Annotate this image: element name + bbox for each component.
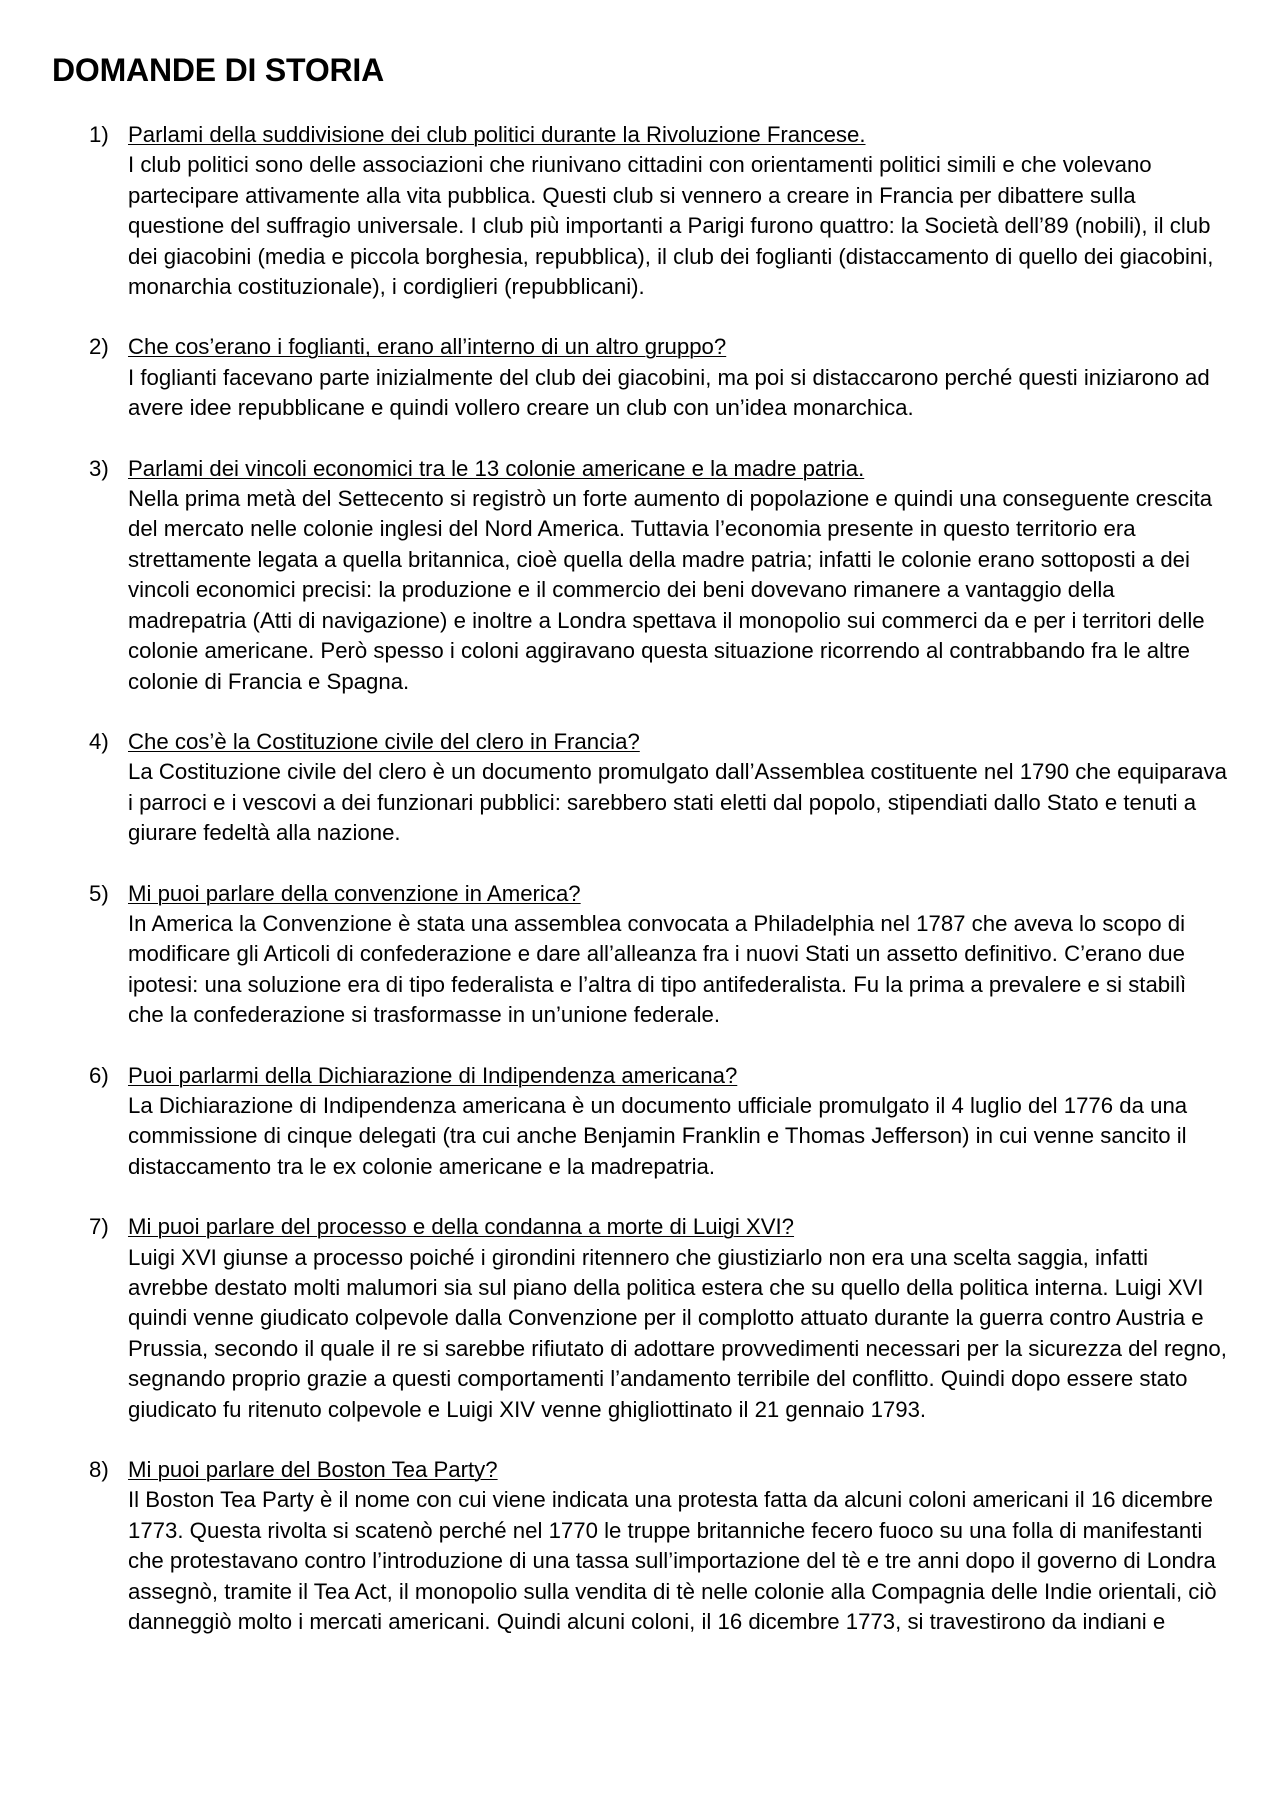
answer-text: La Costituzione civile del clero è un documento promulgato dall’Assemblea costituente nel 1790 che equiparava i parroci e i vescovi a dei funzionari pubblici: sarebbero stati eletti dal popolo, stipendiati dallo Stato e tenuti a giurare fedeltà alla nazione.: [128, 759, 1227, 846]
question-number: 5): [89, 880, 109, 906]
answer-text: Il Boston Tea Party è il nome con cui viene indicata una protesta fatta da alcuni coloni americani il 16 dicembre 1773. Questa rivolta si scatenò perché nel 1770 le truppe britanniche fecero fuoco su una folla di manifestanti che protestavano contro l’introduzione di una tassa sull’importazione del tè e tre anni dopo il governo di Londra assegnò, tramite il Tea Act, il monopolio sulla vendita di tè nelle colonie alla Compagnia delle Indie orientali, ciò danneggiò molto i mercati americani. Quindi alcuni coloni, il 16 dicembre 1773, si travestirono da indiani e: [128, 1487, 1217, 1635]
question-text: Mi puoi parlare del Boston Tea Party?: [128, 1457, 498, 1483]
question-item: [52, 727, 1228, 849]
question-text: Mi puoi parlare della convenzione in America?: [128, 880, 581, 906]
question-number: 8): [89, 1457, 109, 1483]
question-text: Che cos’erano i foglianti, erano all’interno di un altro gruppo?: [128, 334, 727, 360]
question-number: 6): [89, 1062, 109, 1088]
question-item: [52, 332, 1228, 423]
question-item: [52, 120, 1228, 302]
question-text: Mi puoi parlare del processo e della condanna a morte di Luigi XVI?: [128, 1214, 795, 1240]
question-text: Parlami dei vincoli economici tra le 13 colonie americane e la madre patria.: [128, 455, 865, 481]
question-text: Parlami della suddivisione dei club politici durante la Rivoluzione Francese.: [128, 122, 866, 147]
answer-text: In America la Convenzione è stata una assemblea convocata a Philadelphia nel 1787 che aveva lo scopo di modificare gli Articoli di confederazione e dare all’alleanza fra i nuovi Stati un assetto definitivo. C’erano due ipotesi: una soluzione era di tipo federalista e l’altra di tipo antifederalista. Fu la prima a prevalere e si stabilì che la confederazione si trasformasse in un’unione federale.: [128, 910, 1187, 1028]
question-text: Puoi parlarmi della Dichiarazione di Indipendenza americana?: [128, 1062, 738, 1088]
question-list: [52, 120, 1228, 1637]
question-item: [52, 1061, 1228, 1183]
question-number: 4): [89, 728, 109, 754]
question-item: [52, 1212, 1228, 1425]
answer-text: La Dichiarazione di Indipendenza americana è un documento ufficiale promulgato il 4 luglio del 1776 da una commissione di cinque delegati (tra cui anche Benjamin Franklin e Thomas Jefferson) in cui venne sancito il distaccamento tra le ex colonie americane e la madrepatria.: [128, 1092, 1188, 1179]
answer-text: Nella prima metà del Settecento si registrò un forte aumento di popolazione e quindi una conseguente crescita del mercato nelle colonie inglesi del Nord America. Tuttavia l’economia presente in questo territorio era strettamente legata a quella britannica, cioè quella della madre patria; infatti le colonie erano sottoposti a dei vincoli economici precisi: la produzione e il commercio dei beni dovevano rimanere a vantaggio della madrepatria (Atti di navigazione) e inoltre a Londra spettava il monopolio sui commerci da e per i territori delle colonie americane. Però spesso i coloni aggiravano questa situazione ricorrendo al contrabbando fra le altre colonie di Francia e Spagna.: [128, 486, 1213, 694]
question-item: [52, 879, 1228, 1031]
document-title: DOMANDE DI STORIA: [52, 52, 385, 88]
answer-text: I foglianti facevano parte inizialmente del club dei giacobini, ma poi si distaccarono perché questi iniziarono ad avere idee repubblicane e quindi vollero creare un club con un’idea monarchica.: [128, 364, 1210, 421]
question-number: 2): [89, 334, 109, 360]
question-number: 7): [89, 1214, 109, 1240]
question-item: [52, 454, 1228, 697]
answer-text: I club politici sono delle associazioni che riunivano cittadini con orientamenti politici simili e che volevano partecipare attivamente alla vita pubblica. Questi club si vennero a creare in Francia per dibattere sulla questione del suffragio universale. I club più importanti a Parigi furono quattro: la Società dell’89 (nobili), il club dei giacobini (media e piccola borghesia, repubblica), il club dei foglianti (distaccamento di quello dei giacobini, monarchia costituzionale), i cordiglieri (repubblicani).: [128, 152, 1214, 300]
question-number: 3): [89, 455, 109, 481]
answer-text: Luigi XVI giunse a processo poiché i girondini ritennero che giustiziarlo non era una scelta saggia, infatti avrebbe destato molti malumori sia sul piano della politica estera che su quello della politica interna. Luigi XVI quindi venne giudicato colpevole dalla Convenzione per il complotto attuato durante la guerra contro Austria e Prussia, secondo il quale il re si sarebbe rifiutato di adottare provvedimenti necessari per la sicurezza del regno, segnando proprio grazie a questi comportamenti l’andamento terribile del conflitto. Quindi dopo essere stato giudicato fu ritenuto colpevole e Luigi XIV venne ghigliottinato il 21 gennaio 1793.: [128, 1244, 1227, 1422]
question-number: 1): [89, 122, 109, 147]
question-item: [52, 1455, 1228, 1637]
question-text: Che cos’è la Costituzione civile del clero in Francia?: [128, 728, 640, 754]
